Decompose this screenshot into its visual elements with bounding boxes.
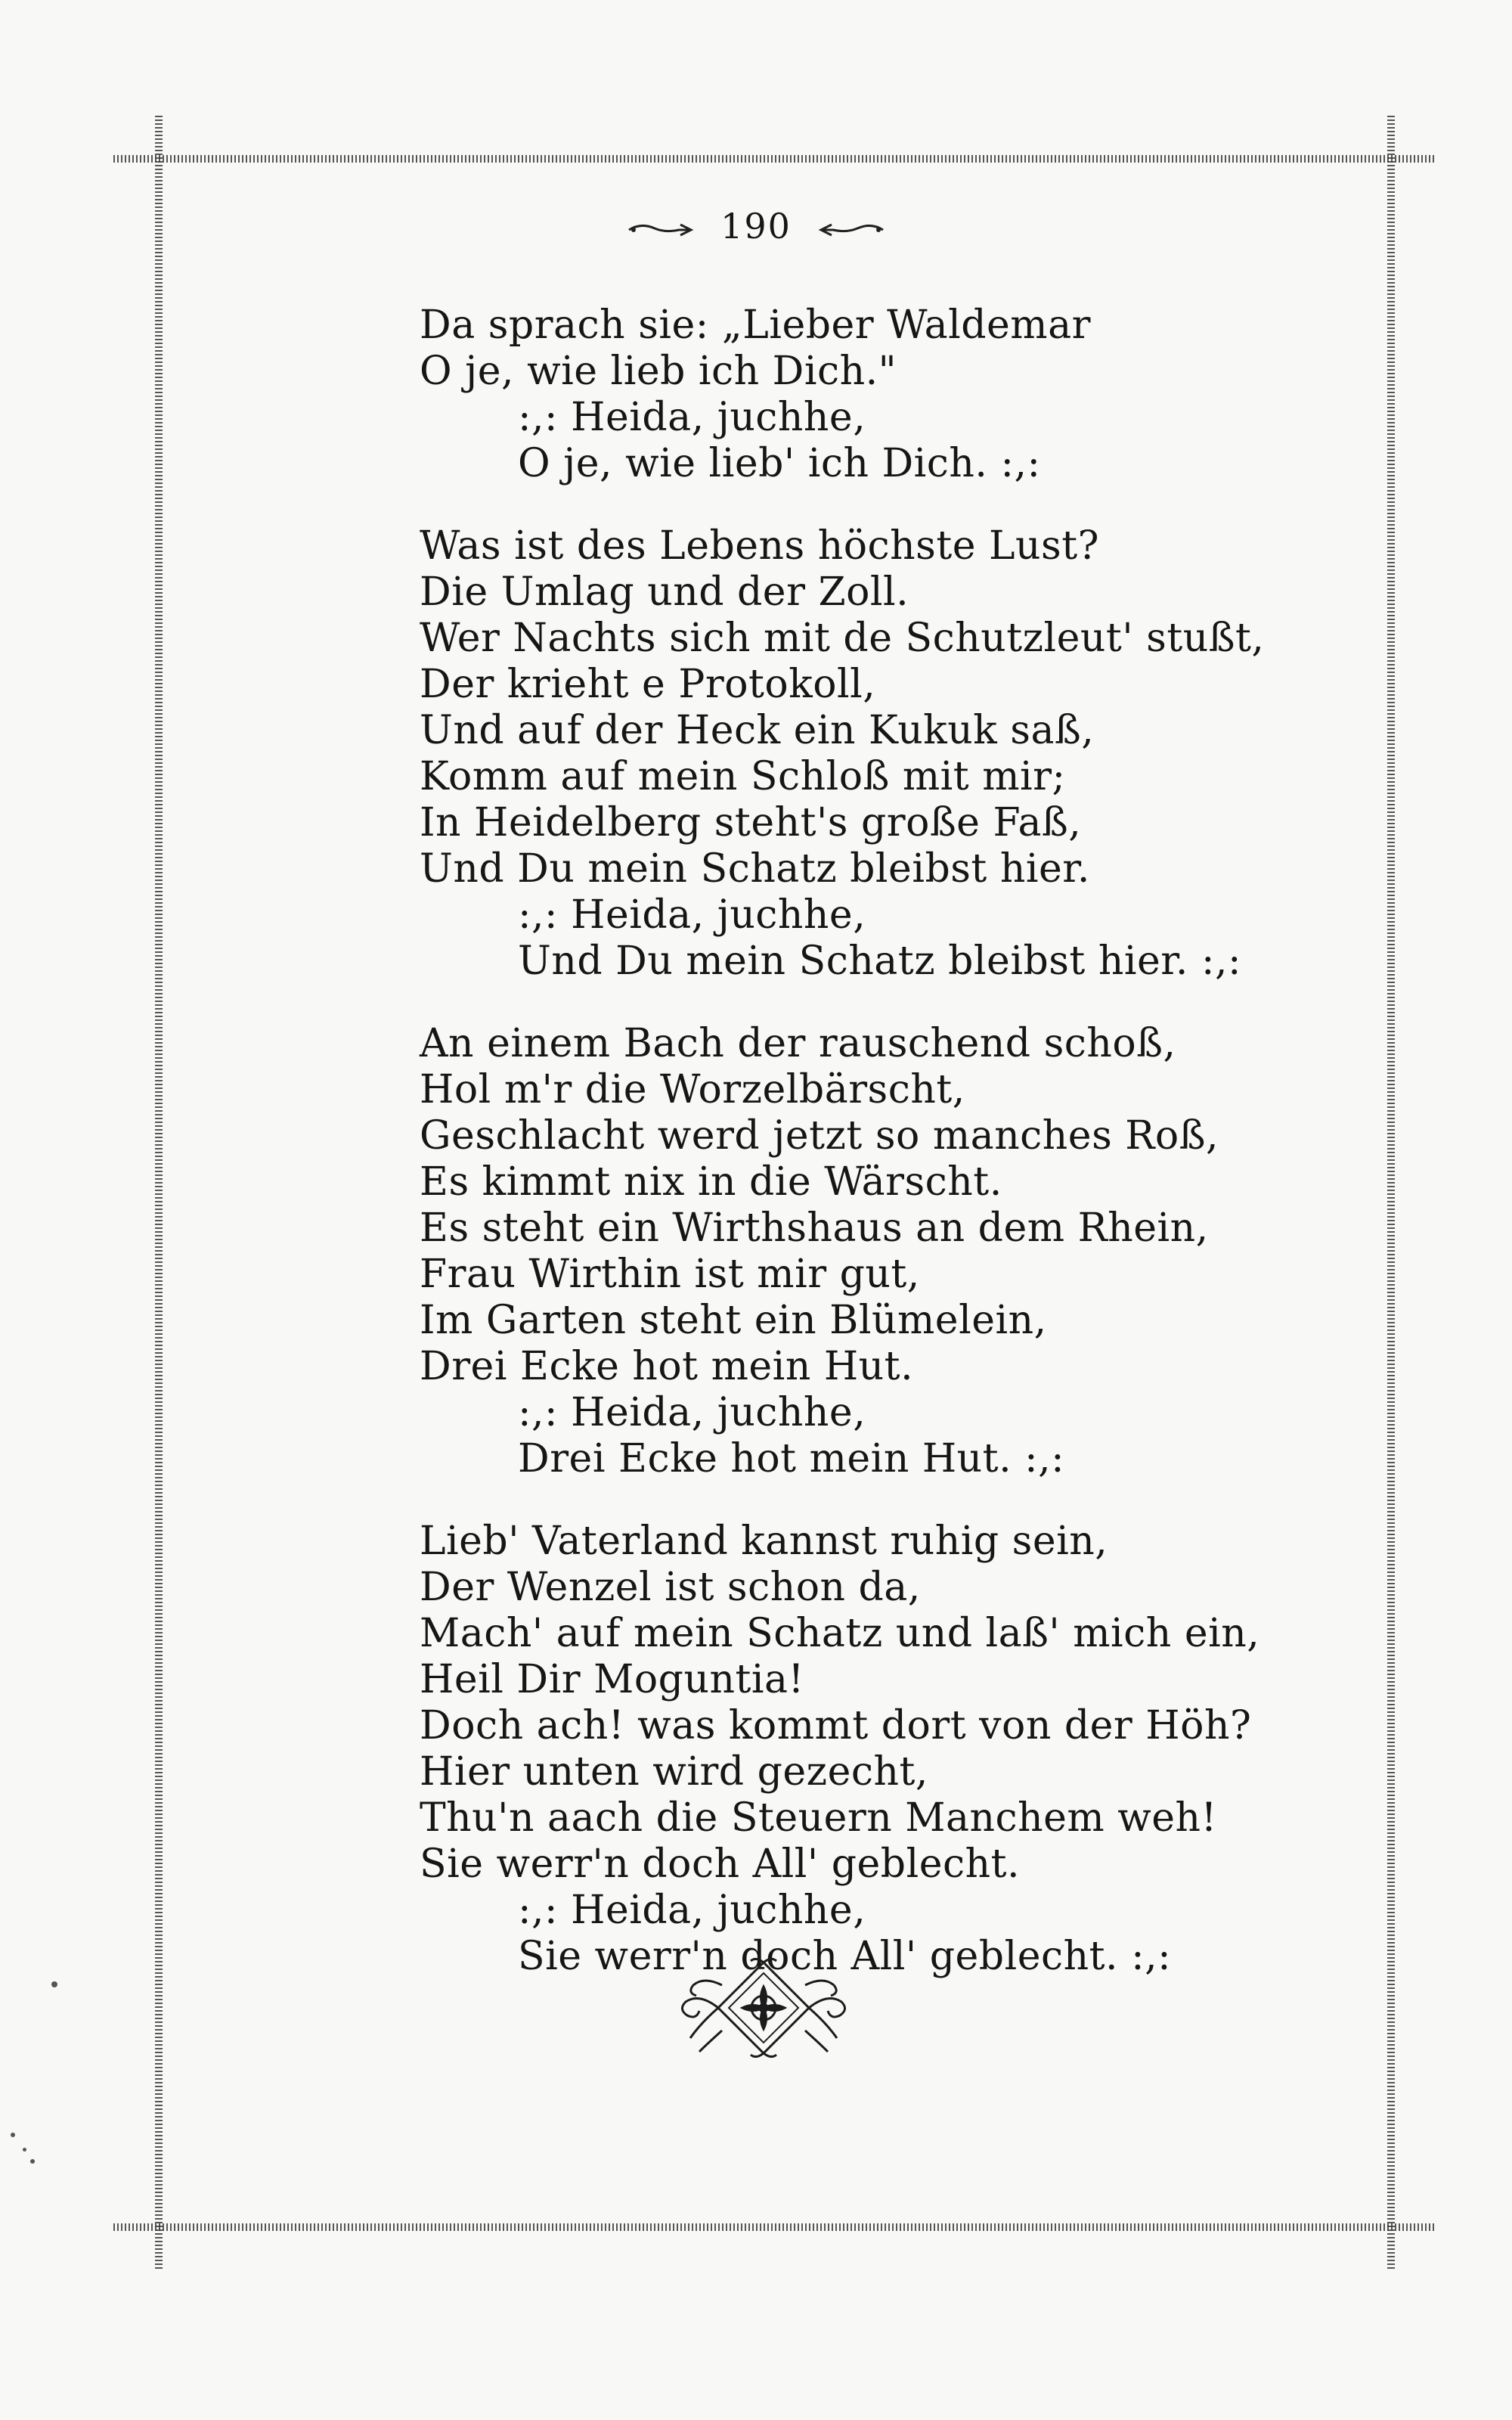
bottom-border-rule xyxy=(113,2223,1436,2231)
refrain-line: Sie werr'n doch All' geblecht. :,: xyxy=(518,1934,1172,1979)
verse-line: Und auf der Heck ein Kukuk saß, xyxy=(420,708,1095,753)
verse-line: Frau Wirthin ist mir gut, xyxy=(420,1252,920,1297)
verse-line: Doch ach! was kommt dort von der Höh? xyxy=(420,1703,1252,1748)
verse-line: Komm auf mein Schloß mit mir; xyxy=(420,754,1066,799)
verse-line: Geschlacht werd jetzt so manches Roß, xyxy=(420,1113,1219,1159)
poem-body xyxy=(420,302,1402,2016)
verse-line: O je, wie lieb ich Dich." xyxy=(420,349,897,394)
refrain-line: O je, wie lieb' ich Dich. :,: xyxy=(518,441,1041,486)
refrain-line: :,: Heida, juchhe, xyxy=(518,1390,866,1435)
refrain-line: Drei Ecke hot mein Hut. :,: xyxy=(518,1436,1065,1481)
refrain-line: :,: Heida, juchhe, xyxy=(518,892,866,938)
verse-line: Im Garten steht ein Blümelein, xyxy=(420,1298,1047,1343)
paper-speck xyxy=(51,1981,57,1987)
refrain-line: :,: Heida, juchhe, xyxy=(518,395,866,440)
left-border-rule xyxy=(155,113,163,2269)
verse-line: Sie werr'n doch All' geblecht. xyxy=(420,1841,1021,1887)
verse-line: Der krieht e Protokoll, xyxy=(420,662,876,707)
paper-speck xyxy=(23,2148,26,2152)
verse-line: Mach' auf mein Schatz und laß' mich ein, xyxy=(420,1611,1260,1656)
stanza-4 xyxy=(420,1519,1402,1980)
paper-speck xyxy=(11,2133,15,2137)
verse-line: Es steht ein Wirthshaus an dem Rhein, xyxy=(420,1205,1209,1251)
verse-line: Thu'n aach die Steuern Manchem weh! xyxy=(420,1795,1217,1841)
verse-line: Drei Ecke hot mein Hut. xyxy=(420,1344,914,1389)
verse-line: Da sprach sie: „Lieber Waldemar xyxy=(420,302,1091,348)
refrain-line: :,: Heida, juchhe, xyxy=(518,1888,866,1933)
page-number: 190 xyxy=(720,206,792,247)
top-border-rule xyxy=(113,155,1436,163)
verse-line: In Heidelberg steht's große Faß, xyxy=(420,800,1082,845)
verse-line: Lieb' Vaterland kannst ruhig sein, xyxy=(420,1519,1108,1564)
verse-line: Heil Dir Moguntia! xyxy=(420,1657,804,1702)
refrain-line: Und Du mein Schatz bleibst hier. :,: xyxy=(518,939,1242,984)
paper-speck xyxy=(30,2159,35,2164)
verse-line: Die Umlag und der Zoll. xyxy=(420,569,909,615)
stanza-2 xyxy=(420,523,1402,985)
verse-line: Es kimmt nix in die Wärscht. xyxy=(420,1159,1002,1205)
verse-line: An einem Bach der rauschend schoß, xyxy=(420,1021,1176,1066)
left-arrow-ornament-icon xyxy=(626,209,694,250)
verse-line: Und Du mein Schatz bleibst hier. xyxy=(420,846,1090,892)
verse-line: Wer Nachts sich mit de Schutzleut' stußt, xyxy=(420,616,1265,661)
page-header xyxy=(0,206,1512,250)
stanza-3 xyxy=(420,1021,1402,1482)
verse-line: Was ist des Lebens höchste Lust? xyxy=(420,523,1100,569)
verse-line: Hier unten wird gezecht, xyxy=(420,1749,928,1795)
decorative-fleuron-icon xyxy=(677,1955,850,2061)
stanza-1 xyxy=(420,302,1402,487)
verse-line: Hol m'r die Worzelbärscht, xyxy=(420,1067,965,1112)
right-arrow-ornament-icon xyxy=(818,209,886,250)
verse-line: Der Wenzel ist schon da, xyxy=(420,1565,921,1610)
